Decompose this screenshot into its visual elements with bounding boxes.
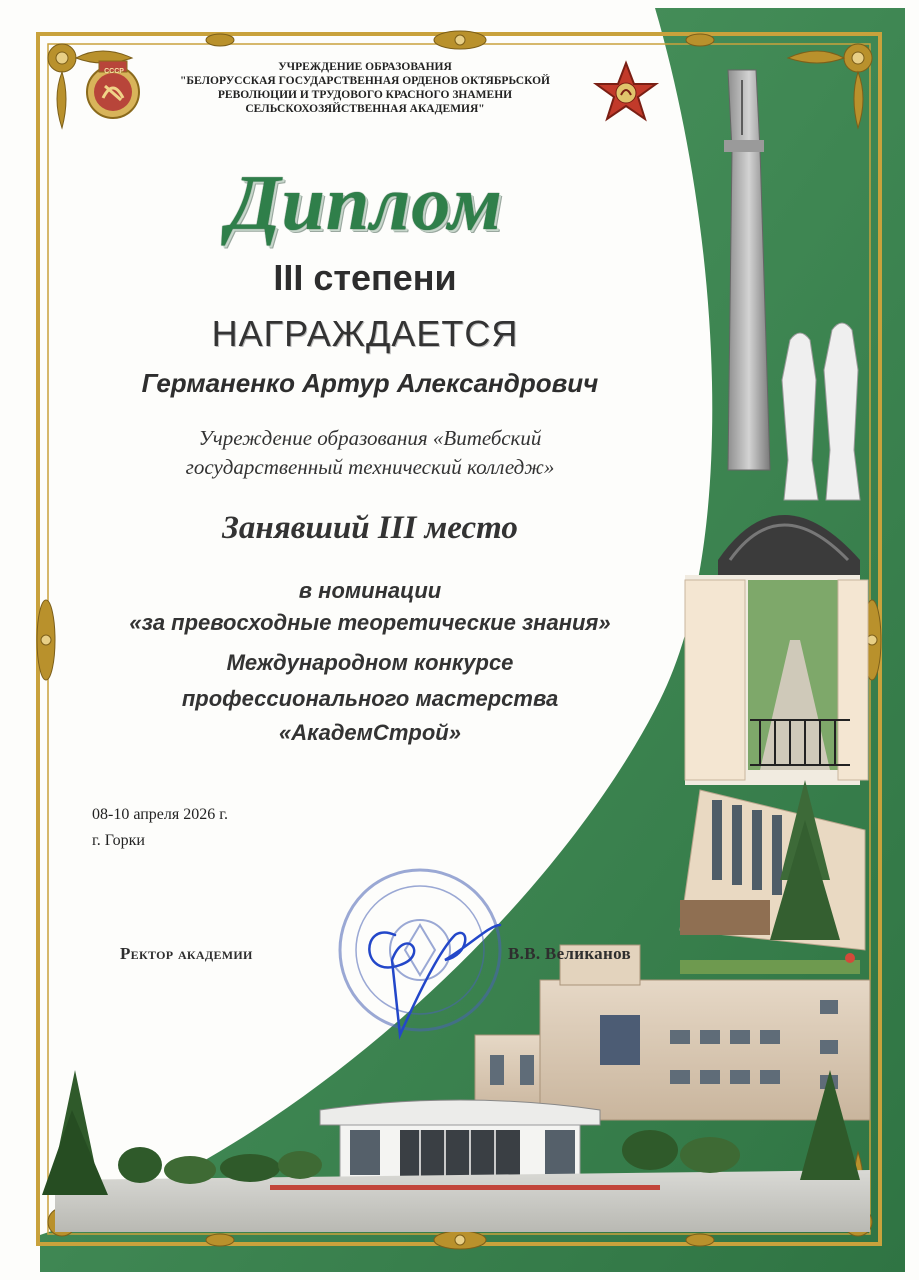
award-date: 08-10 апреля 2026 г. (92, 806, 228, 823)
award-city: г. Горки (92, 832, 145, 849)
nomination-line-4: профессионального мастерства (181, 686, 559, 711)
institution-line-1: Учреждение образования «Витебский (198, 426, 542, 450)
header-line-4: СЕЛЬСКОХОЗЯЙСТВЕННАЯ АКАДЕМИЯ" (245, 103, 485, 115)
gate-alley (685, 575, 868, 785)
recipient-name: Германенко Артур Александрович (141, 368, 599, 398)
header-institution (150, 60, 580, 116)
nomination-line-5: «АкадемСтрой» (279, 720, 461, 745)
rector-name: В.В. Великанов (508, 944, 631, 963)
diploma-title: Диплом (227, 159, 503, 246)
header-line-3: РЕВОЛЮЦИИ И ТРУДОВОГО КРАСНОГО ЗНАМЕНИ (217, 89, 513, 101)
header-line-2: "БЕЛОРУССКАЯ ГОСУДАРСТВЕННАЯ ОРДЕНОВ ОКТЯБРЬСКОЙ (179, 75, 551, 87)
place-awarded: Занявший III место (222, 510, 518, 546)
awarded-heading: НАГРАЖДАЕТСЯ (211, 313, 519, 354)
diploma-degree: III степени (273, 257, 457, 298)
emblem-label: СССР (104, 68, 124, 75)
rector-title: Ректор академии (120, 944, 253, 963)
header-line-1: УЧРЕЖДЕНИЕ ОБРАЗОВАНИЯ (278, 61, 452, 73)
nomination-line-2: «за превосходные теоретические знания» (129, 610, 611, 635)
institution-line-2: государственный технический колледж» (185, 455, 555, 479)
pavilion (320, 1100, 600, 1180)
nomination-line-3: Международном конкурсе (226, 650, 514, 675)
nomination-line-1: в номинации (298, 578, 442, 603)
